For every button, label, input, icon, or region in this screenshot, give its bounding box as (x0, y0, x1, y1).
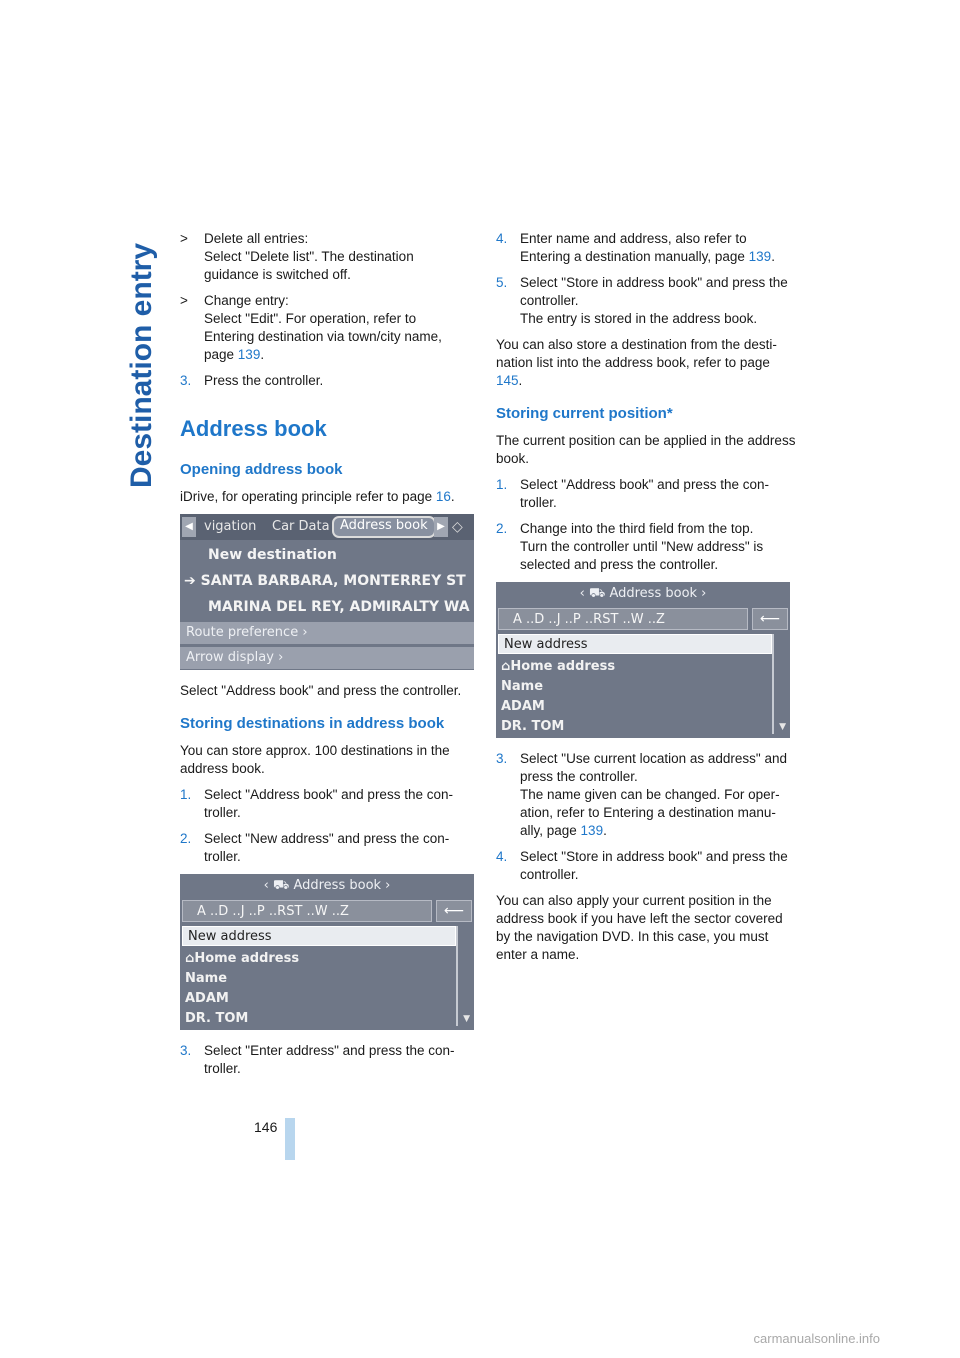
step-3-enter-address (180, 1042, 478, 1078)
step-text: Select "Store in address book" and press the controller. (520, 275, 788, 308)
bullet-change-entry (180, 292, 478, 364)
list-item: Name (501, 679, 544, 694)
bullet-line (204, 346, 478, 364)
screen-header: ‹ ⛟ Address book › (263, 878, 391, 893)
step-text: Select "New address" and press the con-troller. (204, 831, 450, 864)
step-text: Enter name and address, also refer to Entering a destination manually, page (520, 231, 749, 264)
text: . (771, 249, 775, 264)
scroll-down-icon: ▼ (463, 1014, 470, 1024)
arrow-destination-icon: ➔ (184, 573, 201, 589)
step-extra (520, 786, 796, 840)
step-number: 2. (496, 521, 508, 536)
back-arrow-icon: ⟵ (436, 900, 472, 922)
right-column (496, 230, 796, 972)
text: . (450, 489, 455, 504)
opening-text (180, 488, 478, 506)
page-link-145[interactable]: 145 (496, 373, 519, 388)
step-number: 4. (496, 849, 508, 864)
step-number: 1. (180, 787, 192, 802)
step-text: Press the controller. (204, 373, 324, 388)
step-extra: The entry is stored in the address book. (520, 311, 758, 326)
step-text: Select "Address book" and press the con-troller. (204, 787, 453, 820)
tab-bar (180, 514, 474, 540)
step-number: 3. (496, 751, 508, 766)
page-link-139[interactable]: 139 (237, 347, 261, 362)
subheading-storing-destinations: Storing destinations in address book (180, 715, 445, 732)
text: The name given can be changed. For oper-ation, refer to Entering a destination manu-ally, page (520, 787, 780, 838)
alphabet-bar: A ..D ..J ..P ..RST ..W ..Z (182, 900, 432, 922)
scroll-down-icon: ▼ (779, 722, 786, 732)
list-item: ADAM (501, 699, 545, 714)
step-1 (496, 476, 796, 512)
page-link-139[interactable]: 139 (748, 249, 772, 264)
screenshot-address-book-2 (496, 582, 790, 738)
text: . (260, 347, 265, 362)
text: . (518, 373, 523, 388)
text: page (204, 347, 238, 362)
page-link-139[interactable]: 139 (580, 823, 604, 838)
page-number: 146 (254, 1119, 278, 1135)
back-arrow-icon: ⟵ (752, 608, 788, 630)
step-number: 2. (180, 831, 192, 846)
left-column (180, 230, 478, 1086)
step-extra: Turn the controller until "New address" is selected and press the controller. (520, 539, 764, 572)
list-item (501, 658, 615, 676)
step-text: Select "Store in address book" and press the controller. (520, 849, 788, 882)
home-icon: ⌂ (501, 659, 511, 674)
tab-navigation: vigation (204, 519, 257, 534)
bullet-line: Delete all entries: (204, 231, 309, 246)
text: . (603, 823, 607, 838)
text: Route preference (186, 625, 299, 640)
text: You can also store a destination from the desti-nation list into the address book, refer to page (496, 337, 777, 370)
step-3-press (180, 372, 478, 390)
menu-bar-arrow-display: Arrow display › (180, 647, 474, 669)
alphabet-bar: A ..D ..J ..P ..RST ..W ..Z (498, 608, 748, 630)
text: iDrive, for operating principle refer to page (180, 489, 436, 504)
step-1 (180, 786, 478, 822)
also-store-text (496, 336, 796, 390)
step-4-store (496, 848, 796, 884)
list-item: ADAM (185, 991, 229, 1006)
list-item: DR. TOM (501, 719, 565, 734)
step-3-use-current (496, 750, 796, 840)
screen-header: ‹ ⛟ Address book › (579, 586, 707, 601)
list-item: DR. TOM (185, 1011, 249, 1026)
menu-bar-route-preference: Route preference › (180, 622, 474, 644)
bullet-delete-all (180, 230, 478, 284)
bullet-line: Entering destination via town/city name, (204, 329, 442, 344)
side-section-title: Destination entry (125, 242, 158, 488)
section-heading-address-book: Address book (180, 416, 327, 441)
text: Home address (194, 951, 300, 966)
selected-item: New address (182, 926, 456, 946)
bullet-line: guidance is switched off. (204, 267, 351, 282)
text: Arrow display (186, 650, 274, 665)
tab-address-book: Address book (332, 516, 436, 538)
page-link-16[interactable]: 16 (435, 489, 451, 504)
screenshot-navigation-menu (180, 514, 474, 670)
subheading-opening: Opening address book (180, 461, 343, 478)
bullet-line: Change entry: (204, 293, 289, 308)
menu-row (184, 572, 474, 590)
tab-car-data: Car Data (272, 519, 330, 534)
text: Home address (510, 659, 616, 674)
step-2 (180, 830, 478, 866)
bullet-line: Select "Delete list". The destination (204, 249, 414, 264)
selected-item: New address (498, 634, 772, 654)
final-text: You can also apply your current position in the address book if you have left the sector covered by the navigation DVD. In this case, you must enter a name. (496, 893, 783, 962)
step-number: 4. (496, 231, 508, 246)
text: SANTA BARBARA, MONTERREY ST (200, 573, 466, 589)
step-5 (496, 274, 796, 328)
bullet-marker: > (180, 231, 188, 246)
bullet-marker: > (180, 293, 188, 308)
menu-row: MARINA DEL REY, ADMIRALTY WA (208, 599, 470, 615)
step-4 (496, 230, 796, 266)
step-2 (496, 520, 796, 574)
arrow-right-icon: ▶ (434, 517, 448, 537)
step-number: 5. (496, 275, 508, 290)
screenshot-address-book-1 (180, 874, 474, 1030)
arrow-left-icon: ◀ (182, 517, 196, 537)
step-text: Select "Use current location as address" and press the controller. (520, 751, 787, 784)
text: Address book (293, 878, 382, 893)
controller-icon: ◇ (452, 519, 463, 535)
address-book-icon: ⛟ (272, 878, 290, 893)
text: Address book (609, 586, 698, 601)
watermark: carmanualsonline.info (753, 1331, 880, 1346)
page-tab-marker (285, 1118, 295, 1160)
step-number: 3. (180, 1043, 192, 1058)
step-text: Select "Enter address" and press the con-troller. (204, 1043, 455, 1076)
address-book-icon: ⛟ (588, 586, 606, 601)
list-item (185, 950, 299, 968)
select-address-book-text: Select "Address book" and press the controller. (180, 683, 462, 698)
step-text: Change into the third field from the top. (520, 521, 754, 536)
home-icon: ⌂ (185, 951, 195, 966)
bullet-line: Select "Edit". For operation, refer to (204, 311, 417, 326)
menu-row: New destination (208, 547, 337, 563)
step-number: 3. (180, 373, 192, 388)
current-intro: The current position can be applied in the address book. (496, 433, 796, 466)
list-item: Name (185, 971, 228, 986)
storing-intro: You can store approx. 100 destinations in the address book. (180, 743, 450, 776)
step-text: Select "Address book" and press the con-troller. (520, 477, 769, 510)
step-number: 1. (496, 477, 508, 492)
subheading-current-position: Storing current position* (496, 405, 673, 422)
